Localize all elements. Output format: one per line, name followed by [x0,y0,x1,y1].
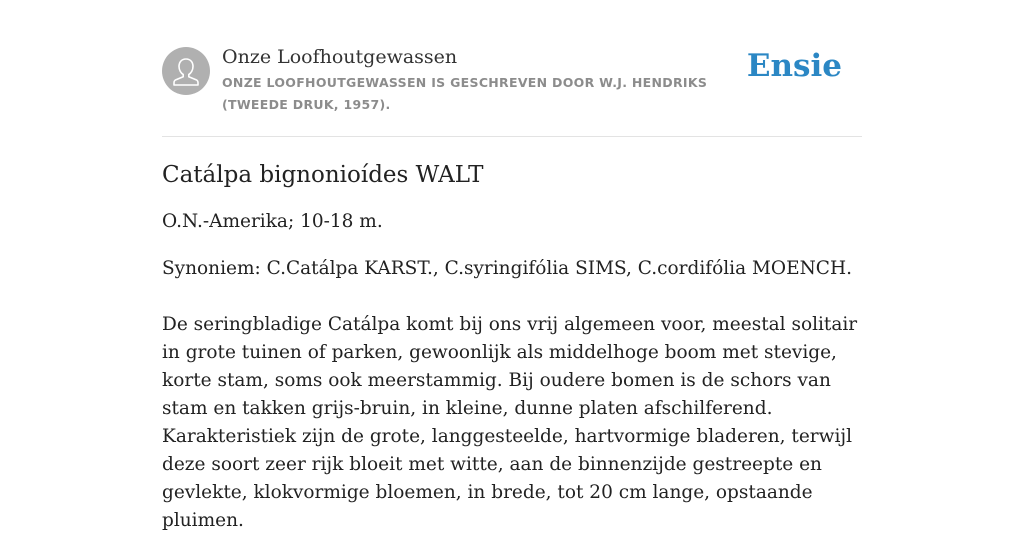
entry-content [162,158,862,535]
entry-description: De seringbladige Catálpa komt bij ons vrij algemeen voor, meestal solitair in grote tuinen of parken, gewoonlijk als middelhoge boom met stevige, korte stam, soms ook meerstammig. Bij oudere bomen is de schors van stam en takken grijs-bruin, in kleine, dunne platen afschilferend. Karakteristiek zijn de grote, langgesteelde, hartvormige bladeren, terwijl deze soort zeer rijk bloeit met witte, aan de binnenzijde gestreepte en gevlekte, klokvormige bloemen, in brede, tot 20 cm lange, opstaande pluimen. [162,314,858,531]
user-silhouette-icon [162,47,210,95]
entry-synonyms: Synoniem: C.Catálpa KARST., C.syringifólia SIMS, C.cordifólia MOENCH. [162,258,852,279]
entry-title: Catálpa bignonioídes WALT [162,162,484,188]
entry-origin: O.N.-Amerika; 10-18 m. [162,211,383,232]
book-description: ONZE LOOFHOUTGEWASSEN IS GESCHREVEN DOOR W.J. HENDRIKS (TWEEDE DRUK, 1957). [222,75,708,112]
ensie-logo-link[interactable]: Ensie [746,48,842,84]
book-header [162,44,862,137]
book-title[interactable]: Onze Loofhoutgewassen [222,46,458,68]
